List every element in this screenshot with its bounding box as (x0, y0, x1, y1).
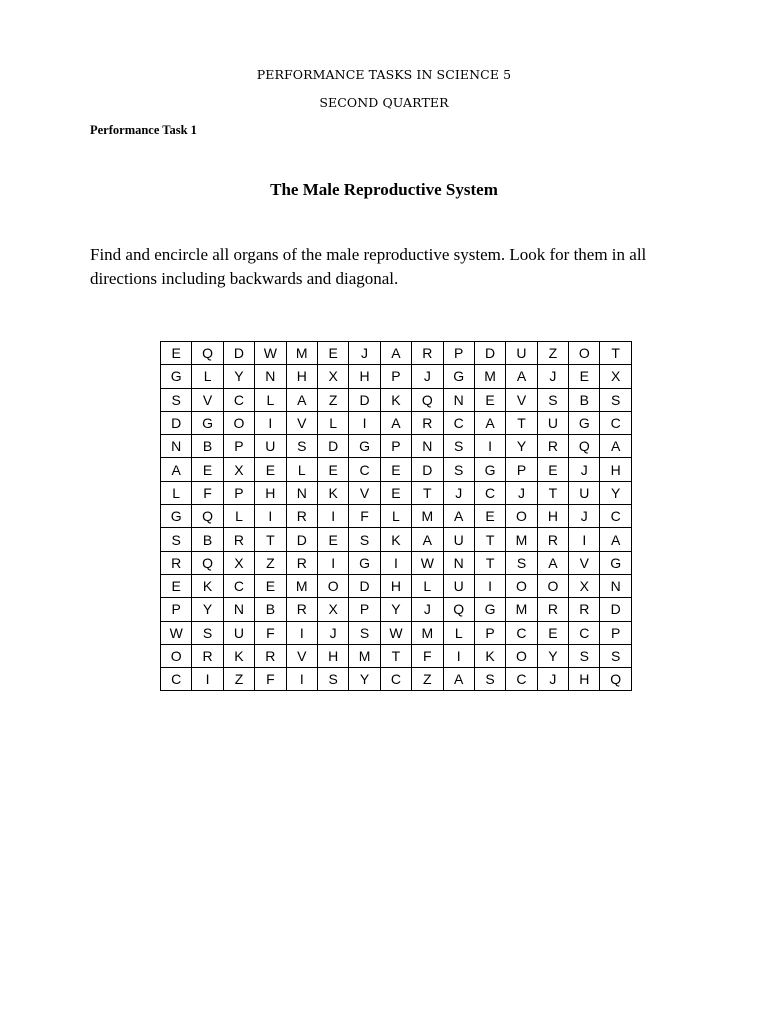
grid-row (161, 435, 632, 458)
grid-cell[interactable]: B (255, 598, 286, 621)
grid-cell[interactable]: H (380, 574, 411, 597)
grid-cell[interactable]: G (443, 365, 474, 388)
grid-cell[interactable]: L (286, 458, 317, 481)
grid-cell[interactable]: L (443, 621, 474, 644)
grid-cell[interactable]: S (443, 458, 474, 481)
grid-cell[interactable]: G (192, 411, 223, 434)
grid-cell[interactable]: E (161, 342, 192, 365)
grid-cell[interactable]: N (443, 551, 474, 574)
grid-cell[interactable]: G (474, 598, 505, 621)
grid-cell[interactable]: L (380, 505, 411, 528)
grid-cell[interactable]: V (506, 388, 537, 411)
grid-cell[interactable]: L (412, 574, 443, 597)
grid-cell[interactable]: T (474, 528, 505, 551)
grid-cell[interactable]: X (317, 365, 348, 388)
grid-cell[interactable]: E (474, 505, 505, 528)
grid-cell[interactable]: F (192, 481, 223, 504)
grid-cell[interactable]: N (600, 574, 631, 597)
grid-cell[interactable]: N (412, 435, 443, 458)
grid-cell[interactable]: Q (569, 435, 600, 458)
grid-cell[interactable]: I (317, 505, 348, 528)
grid-cell[interactable]: O (569, 342, 600, 365)
grid-row (161, 481, 632, 504)
grid-cell[interactable]: S (192, 621, 223, 644)
grid-cell[interactable]: R (412, 342, 443, 365)
grid-cell[interactable]: A (506, 365, 537, 388)
grid-cell[interactable]: X (223, 458, 254, 481)
page-title: The Male Reproductive System (270, 180, 498, 199)
grid-cell[interactable]: F (412, 644, 443, 667)
grid-cell[interactable]: T (412, 481, 443, 504)
grid-cell[interactable]: A (474, 411, 505, 434)
grid-cell[interactable]: K (474, 644, 505, 667)
grid-cell[interactable]: A (443, 668, 474, 691)
grid-cell[interactable]: W (161, 621, 192, 644)
grid-cell[interactable]: V (286, 644, 317, 667)
grid-cell[interactable]: M (506, 528, 537, 551)
grid-cell[interactable]: Z (537, 342, 568, 365)
grid-cell[interactable]: C (349, 458, 380, 481)
grid-cell[interactable]: L (161, 481, 192, 504)
grid-cell[interactable]: S (569, 644, 600, 667)
grid-row (161, 342, 632, 365)
grid-cell[interactable]: R (192, 644, 223, 667)
grid-cell[interactable]: H (255, 481, 286, 504)
instructions-text: Find and encircle all organs of the male reproductive system. Look for them in all directions including backwards and diagonal. (90, 245, 647, 288)
grid-cell[interactable]: E (537, 458, 568, 481)
grid-cell[interactable]: C (443, 411, 474, 434)
grid-cell[interactable]: C (474, 481, 505, 504)
grid-cell[interactable]: F (349, 505, 380, 528)
grid-cell[interactable]: D (349, 388, 380, 411)
grid-cell[interactable]: S (443, 435, 474, 458)
grid-row (161, 365, 632, 388)
grid-cell[interactable]: Y (223, 365, 254, 388)
grid-cell[interactable]: D (474, 342, 505, 365)
grid-cell[interactable]: C (600, 411, 631, 434)
grid-cell[interactable]: N (286, 481, 317, 504)
grid-cell[interactable]: R (569, 598, 600, 621)
grid-cell[interactable]: S (161, 388, 192, 411)
grid-cell[interactable]: G (349, 551, 380, 574)
grid-cell[interactable]: J (349, 342, 380, 365)
grid-cell[interactable]: V (286, 411, 317, 434)
grid-cell[interactable]: C (161, 668, 192, 691)
grid-cell[interactable]: O (506, 505, 537, 528)
grid-row (161, 668, 632, 691)
grid-row (161, 528, 632, 551)
grid-cell[interactable]: A (286, 388, 317, 411)
grid-cell[interactable]: W (412, 551, 443, 574)
grid-cell[interactable]: S (161, 528, 192, 551)
grid-cell[interactable]: Y (600, 481, 631, 504)
grid-cell[interactable]: E (537, 621, 568, 644)
grid-cell[interactable]: O (317, 574, 348, 597)
grid-cell[interactable]: I (474, 574, 505, 597)
grid-cell[interactable]: R (223, 528, 254, 551)
grid-cell[interactable]: H (600, 458, 631, 481)
grid-cell[interactable]: I (569, 528, 600, 551)
grid-cell[interactable]: I (317, 551, 348, 574)
grid-cell[interactable]: U (537, 411, 568, 434)
grid-cell[interactable]: T (380, 644, 411, 667)
grid-cell[interactable]: A (380, 411, 411, 434)
grid-cell[interactable]: J (569, 505, 600, 528)
grid-cell[interactable]: C (600, 505, 631, 528)
grid-cell[interactable]: D (161, 411, 192, 434)
grid-row (161, 621, 632, 644)
grid-cell[interactable]: M (286, 342, 317, 365)
grid-cell[interactable]: P (443, 342, 474, 365)
grid-cell[interactable]: S (600, 644, 631, 667)
grid-cell[interactable]: U (569, 481, 600, 504)
grid-cell[interactable]: P (600, 621, 631, 644)
grid-cell[interactable]: V (349, 481, 380, 504)
grid-cell[interactable]: I (255, 411, 286, 434)
grid-cell[interactable]: H (317, 644, 348, 667)
grid-cell[interactable]: E (474, 388, 505, 411)
grid-cell[interactable]: I (474, 435, 505, 458)
grid-cell[interactable]: Y (380, 598, 411, 621)
grid-cell[interactable]: A (443, 505, 474, 528)
grid-cell[interactable]: U (506, 342, 537, 365)
grid-cell[interactable]: N (161, 435, 192, 458)
grid-cell[interactable]: R (412, 411, 443, 434)
grid-cell[interactable]: A (380, 342, 411, 365)
grid-cell[interactable]: Y (537, 644, 568, 667)
grid-row (161, 411, 632, 434)
grid-cell[interactable]: Z (255, 551, 286, 574)
grid-cell[interactable]: C (506, 668, 537, 691)
grid-cell[interactable]: M (349, 644, 380, 667)
grid-cell[interactable]: V (569, 551, 600, 574)
grid-cell[interactable]: I (443, 644, 474, 667)
grid-cell[interactable]: H (286, 365, 317, 388)
grid-cell[interactable]: E (317, 458, 348, 481)
grid-cell[interactable]: L (255, 388, 286, 411)
grid-cell[interactable]: H (569, 668, 600, 691)
grid-cell[interactable]: K (223, 644, 254, 667)
grid-cell[interactable]: M (412, 621, 443, 644)
grid-cell[interactable]: O (537, 574, 568, 597)
grid-cell[interactable]: E (192, 458, 223, 481)
grid-cell[interactable]: I (255, 505, 286, 528)
grid-cell[interactable]: C (223, 388, 254, 411)
grid-cell[interactable]: G (569, 411, 600, 434)
grid-cell[interactable]: E (317, 528, 348, 551)
grid-cell[interactable]: P (506, 458, 537, 481)
grid-cell[interactable]: B (192, 435, 223, 458)
grid-cell[interactable]: A (600, 528, 631, 551)
grid-cell[interactable]: A (412, 528, 443, 551)
grid-cell[interactable]: X (317, 598, 348, 621)
grid-cell[interactable]: R (286, 505, 317, 528)
grid-cell[interactable]: H (349, 365, 380, 388)
grid-cell[interactable]: R (286, 598, 317, 621)
grid-cell[interactable]: Z (412, 668, 443, 691)
grid-cell[interactable]: K (317, 481, 348, 504)
grid-cell[interactable]: U (223, 621, 254, 644)
grid-cell[interactable]: R (255, 644, 286, 667)
grid-cell[interactable]: P (223, 481, 254, 504)
grid-cell[interactable]: H (537, 505, 568, 528)
grid-cell[interactable]: J (537, 365, 568, 388)
grid-cell[interactable]: O (223, 411, 254, 434)
grid-cell[interactable]: I (286, 621, 317, 644)
grid-cell[interactable]: A (600, 435, 631, 458)
grid-cell[interactable]: Z (223, 668, 254, 691)
grid-cell[interactable]: X (600, 365, 631, 388)
grid-cell[interactable]: W (380, 621, 411, 644)
grid-cell[interactable]: G (161, 365, 192, 388)
grid-cell[interactable]: R (286, 551, 317, 574)
header-line-1: PERFORMANCE TASKS IN SCIENCE 5 (256, 67, 512, 82)
grid-cell[interactable]: T (600, 342, 631, 365)
grid-cell[interactable]: N (223, 598, 254, 621)
grid-cell[interactable]: M (474, 365, 505, 388)
grid-cell[interactable]: G (474, 458, 505, 481)
grid-cell[interactable]: E (317, 342, 348, 365)
grid-cell[interactable]: P (349, 598, 380, 621)
grid-row (161, 505, 632, 528)
grid-cell[interactable]: L (317, 411, 348, 434)
grid-cell[interactable]: U (255, 435, 286, 458)
grid-cell[interactable]: K (380, 388, 411, 411)
grid-cell[interactable]: D (349, 574, 380, 597)
grid-cell[interactable]: Y (349, 668, 380, 691)
grid-cell[interactable]: E (161, 574, 192, 597)
grid-cell[interactable]: T (537, 481, 568, 504)
grid-cell[interactable]: O (506, 574, 537, 597)
grid-cell[interactable]: J (412, 365, 443, 388)
grid-row (161, 458, 632, 481)
grid-cell[interactable]: S (349, 528, 380, 551)
grid-cell[interactable]: J (506, 481, 537, 504)
grid-cell[interactable]: R (537, 435, 568, 458)
grid-cell[interactable]: Q (192, 342, 223, 365)
grid-cell[interactable]: D (412, 458, 443, 481)
grid-cell[interactable]: C (569, 621, 600, 644)
grid-cell[interactable]: N (255, 365, 286, 388)
grid-cell[interactable]: S (349, 621, 380, 644)
word-search-grid (160, 341, 632, 691)
grid-cell[interactable]: I (286, 668, 317, 691)
grid-cell[interactable]: K (380, 528, 411, 551)
grid-cell[interactable]: P (474, 621, 505, 644)
grid-cell[interactable]: M (412, 505, 443, 528)
grid-cell[interactable]: L (223, 505, 254, 528)
grid-cell[interactable]: I (349, 411, 380, 434)
grid-cell[interactable]: C (223, 574, 254, 597)
grid-cell[interactable]: E (380, 458, 411, 481)
grid-cell[interactable]: K (192, 574, 223, 597)
grid-cell[interactable]: S (474, 668, 505, 691)
grid-cell[interactable]: Q (443, 598, 474, 621)
grid-cell[interactable]: E (255, 574, 286, 597)
grid-cell[interactable]: J (412, 598, 443, 621)
grid-cell[interactable]: J (569, 458, 600, 481)
grid-cell[interactable]: C (506, 621, 537, 644)
grid-cell[interactable]: A (161, 458, 192, 481)
grid-cell[interactable]: Z (317, 388, 348, 411)
grid-cell[interactable]: X (569, 574, 600, 597)
grid-cell[interactable]: E (255, 458, 286, 481)
grid-cell[interactable]: W (255, 342, 286, 365)
grid-cell[interactable]: Y (506, 435, 537, 458)
grid-cell[interactable]: G (349, 435, 380, 458)
grid-cell[interactable]: B (192, 528, 223, 551)
grid-cell[interactable]: J (537, 668, 568, 691)
grid-cell[interactable]: D (317, 435, 348, 458)
grid-cell[interactable]: X (223, 551, 254, 574)
grid-cell[interactable]: Q (192, 505, 223, 528)
grid-row (161, 574, 632, 597)
grid-cell[interactable]: O (506, 644, 537, 667)
grid-cell[interactable]: M (506, 598, 537, 621)
grid-cell[interactable]: R (537, 598, 568, 621)
grid-cell[interactable]: P (380, 365, 411, 388)
grid-cell[interactable]: U (443, 528, 474, 551)
grid-cell[interactable]: S (286, 435, 317, 458)
grid-cell[interactable]: D (223, 342, 254, 365)
grid-cell[interactable]: B (569, 388, 600, 411)
grid-cell[interactable]: G (161, 505, 192, 528)
grid-cell[interactable]: P (223, 435, 254, 458)
grid-cell[interactable]: D (600, 598, 631, 621)
grid-cell[interactable]: S (537, 388, 568, 411)
grid-cell[interactable]: U (443, 574, 474, 597)
grid-row (161, 551, 632, 574)
grid-cell[interactable]: G (600, 551, 631, 574)
grid-cell[interactable]: Y (192, 598, 223, 621)
grid-cell[interactable]: F (255, 668, 286, 691)
grid-cell[interactable]: S (600, 388, 631, 411)
grid-row (161, 388, 632, 411)
grid-cell[interactable]: M (286, 574, 317, 597)
grid-cell[interactable]: I (380, 551, 411, 574)
grid-cell[interactable]: F (255, 621, 286, 644)
grid-cell[interactable]: R (161, 551, 192, 574)
grid-cell[interactable]: A (537, 551, 568, 574)
grid-row (161, 644, 632, 667)
grid-cell[interactable]: P (161, 598, 192, 621)
grid-cell[interactable]: T (506, 411, 537, 434)
grid-cell[interactable]: E (569, 365, 600, 388)
grid-cell[interactable]: T (255, 528, 286, 551)
grid-cell[interactable]: Q (600, 668, 631, 691)
grid-cell[interactable]: T (474, 551, 505, 574)
grid-cell[interactable]: D (286, 528, 317, 551)
grid-cell[interactable]: J (317, 621, 348, 644)
grid-cell[interactable]: L (192, 365, 223, 388)
grid-cell[interactable]: J (443, 481, 474, 504)
grid-cell[interactable]: Q (412, 388, 443, 411)
grid-cell[interactable]: N (443, 388, 474, 411)
grid-cell[interactable]: Q (192, 551, 223, 574)
grid-cell[interactable]: C (380, 668, 411, 691)
grid-cell[interactable]: O (161, 644, 192, 667)
grid-cell[interactable]: S (506, 551, 537, 574)
task-label: Performance Task 1 (90, 123, 197, 137)
grid-cell[interactable]: E (380, 481, 411, 504)
grid-cell[interactable]: V (192, 388, 223, 411)
grid-row (161, 598, 632, 621)
grid-cell[interactable]: R (537, 528, 568, 551)
header-line-2: SECOND QUARTER (319, 95, 449, 110)
grid-cell[interactable]: I (192, 668, 223, 691)
grid-cell[interactable]: S (317, 668, 348, 691)
grid-cell[interactable]: P (380, 435, 411, 458)
